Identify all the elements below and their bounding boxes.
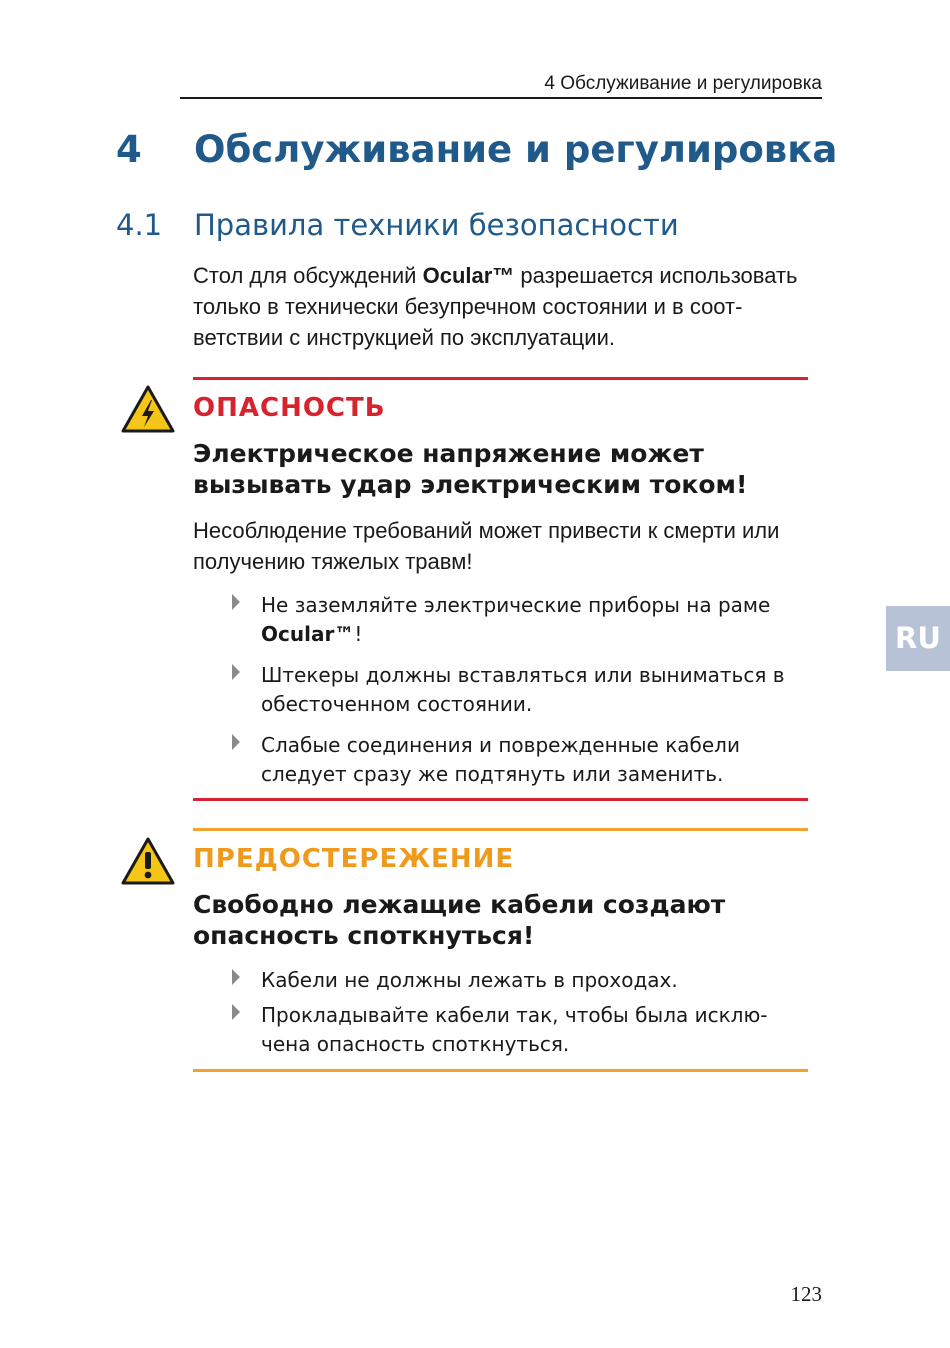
bullet-arrow-icon	[232, 594, 240, 610]
list-item	[232, 661, 812, 719]
brand-name: Ocular™	[261, 622, 355, 646]
danger-consequence: Несоблюдение требований может привести к смерти или получению тяжелых травм!	[193, 518, 780, 574]
brand-name: Ocular™	[422, 263, 515, 288]
list-item	[232, 966, 812, 995]
intro-text-before: Стол для обсуждений	[193, 263, 423, 288]
bullet-text: Слабые соединения и поврежденные кабели следует сразу же подтянуть или заменить.	[261, 733, 740, 786]
electric-hazard-icon	[120, 384, 176, 434]
bullet-text: Прокладывайте кабели так, чтобы была исклю-чена опасность споткнуться.	[261, 1003, 768, 1056]
intro-paragraph	[193, 260, 813, 353]
danger-bottom-rule	[193, 798, 808, 801]
bullet-arrow-icon	[232, 664, 240, 680]
section-number: 4.1	[116, 208, 163, 242]
section-title: Правила техники безопасности	[194, 208, 679, 242]
list-item	[232, 731, 812, 789]
danger-bullet-list	[232, 591, 812, 801]
page-number: 123	[790, 1282, 822, 1306]
intro-text-after: разрешается использовать только в технически безупречном состоянии и в соот-ветствии с инструкцией по эксплуатации.	[193, 263, 798, 350]
list-item	[232, 591, 812, 649]
danger-top-rule	[193, 377, 808, 380]
caution-bottom-rule	[193, 1069, 808, 1072]
bullet-arrow-icon	[232, 969, 240, 985]
bullet-arrow-icon	[232, 1004, 240, 1020]
danger-title: Электрическое напряжение может вызывать удар электрическим током!	[193, 439, 748, 499]
chapter-number: 4	[116, 128, 142, 171]
general-warning-icon	[120, 836, 176, 886]
caution-top-rule	[193, 828, 808, 831]
danger-signal-word: ОПАСНОСТЬ	[193, 393, 386, 423]
bullet-text-after: !	[354, 622, 363, 646]
caution-bullet-list	[232, 966, 812, 1065]
language-tab: RU	[886, 606, 950, 671]
bullet-arrow-icon	[232, 734, 240, 750]
header-rule	[180, 97, 822, 99]
running-header: 4 Обслуживание и регулировка	[544, 73, 822, 94]
bullet-text: Штекеры должны вставляться или выниматься в обесточенном состоянии.	[261, 663, 785, 716]
chapter-title: Обслуживание и регулировка	[194, 128, 838, 171]
caution-title: Свободно лежащие кабели создают опасность споткнуться!	[193, 890, 726, 950]
bullet-text: Кабели не должны лежать в проходах.	[261, 968, 678, 992]
list-item	[232, 1001, 812, 1059]
caution-signal-word: ПРЕДОСТЕРЕЖЕНИЕ	[193, 844, 515, 874]
bullet-text-before: Не заземляйте электрические приборы на раме	[261, 593, 771, 617]
